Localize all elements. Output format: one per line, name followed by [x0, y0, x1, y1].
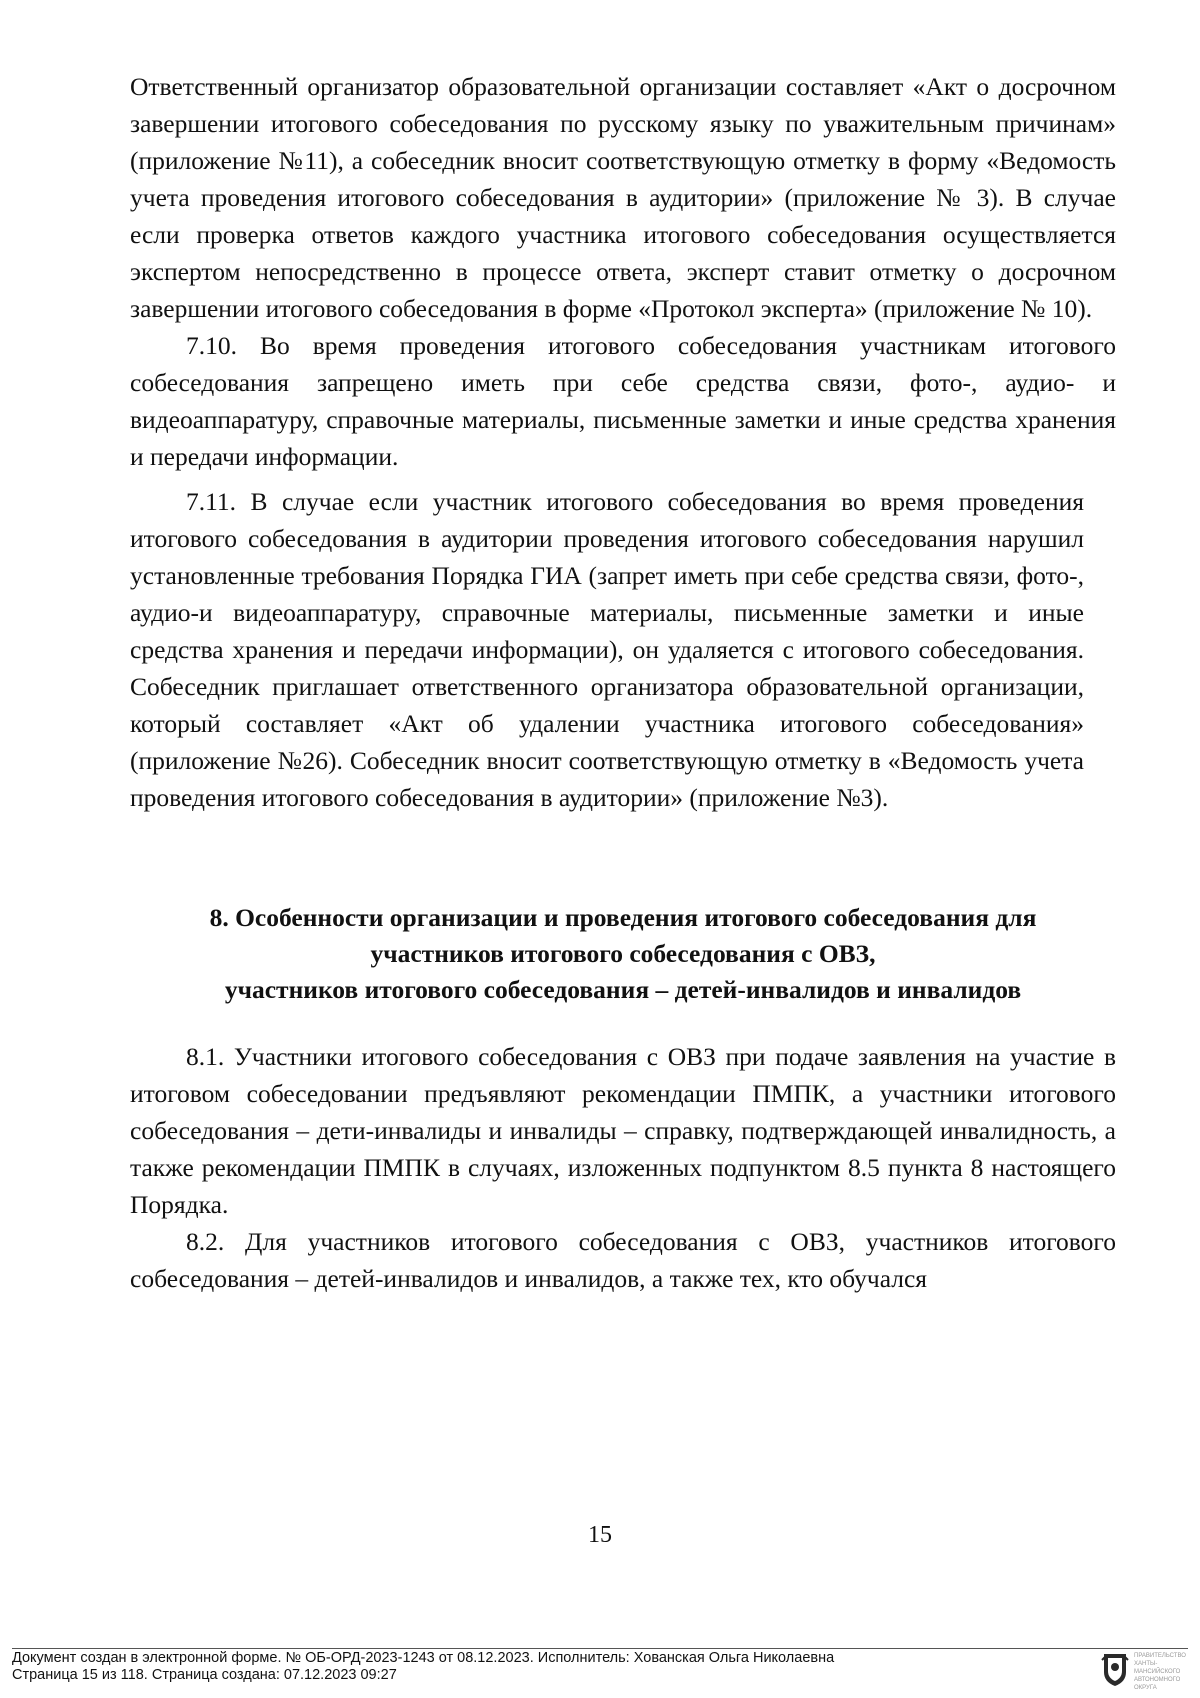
footer-divider: [12, 1648, 1188, 1649]
section-heading-line: 8. Особенности организации и проведения итогового собеседования для: [209, 903, 1037, 932]
emblem-caption: ПРАВИТЕЛЬСТВО ХАНТЫ-МАНСИЙСКОГО АВТОНОМНОГО ОКРУГА: [1134, 1653, 1186, 1691]
footer-document-info: Документ создан в электронной форме. № ОБ-ОРД-2023-1243 от 08.12.2023. Исполнитель: Хованская Ольга Николаевна: [12, 1650, 835, 1666]
paragraph-7-10: 7.10. Во время проведения итогового собеседования участникам итогового собеседования запрещено иметь при себе средства связи, фото-, аудио- и видеоаппаратуру, справочные материалы, письменные заметки и иные средства хранения и передачи информации.: [130, 331, 1116, 471]
coat-of-arms-icon: [1100, 1650, 1130, 1688]
paragraph-7-11: 7.11. В случае если участник итогового собеседования во время проведения итогового собеседования в аудитории проведения итогового собеседования нарушил установленные требования Порядка ГИА (запрет иметь при себе средства связи, фото-, аудио-и видеоаппаратуру, справочные материалы, письменные заметки и иные средства хранения и передачи информации), он удаляется с итогового собеседования. Собеседник приглашает ответственного организатора образовательной организации, который составляет «Акт об удалении участника итогового собеседования» (приложение №26). Собеседник вносит соответствующую отметку в «Ведомость учета проведения итогового собеседования в аудитории» (приложение №3).: [130, 487, 1084, 812]
section-heading-line: участников итогового собеседования с ОВЗ,: [370, 939, 876, 968]
document-footer: [12, 1650, 1092, 1684]
paragraph-act-early-completion: Ответственный организатор образовательной организации составляет «Акт о досрочном завершении итогового собеседования по русскому языку по уважительным причинам» (приложение №11), а собеседник вносит соответствующую отметку в форму «Ведомость учета проведения итогового собеседования в аудитории» (приложение № 3). В случае если проверка ответов каждого участника итогового собеседования осуществляется экспертом непосредственно в процессе ответа, эксперт ставит отметку о досрочном завершении итогового собеседования в форме «Протокол эксперта» (приложение № 10).: [130, 72, 1116, 323]
section-heading-line: участников итогового собеседования – детей-инвалидов и инвалидов: [224, 975, 1022, 1004]
paragraph-8-1: 8.1. Участники итогового собеседования с ОВЗ при подаче заявления на участие в итоговом собеседовании предъявляют рекомендации ПМПК, а участники итогового собеседования – дети-инвалиды и инвалиды – справку, подтверждающей инвалидность, а также рекомендации ПМПК в случаях, изложенных подпунктом 8.5 пункта 8 настоящего Порядка.: [130, 1042, 1116, 1219]
footer-page-info: Страница 15 из 118. Страница создана: 07.12.2023 09:27: [12, 1667, 397, 1683]
document-body: [130, 68, 1116, 1297]
paragraph-8-2: 8.2. Для участников итогового собеседования с ОВЗ, участников итогового собеседования – детей-инвалидов и инвалидов, а также тех, кто обучался: [130, 1227, 1116, 1293]
section-heading-8: [130, 900, 1116, 1008]
page-number: 15: [588, 1522, 612, 1548]
